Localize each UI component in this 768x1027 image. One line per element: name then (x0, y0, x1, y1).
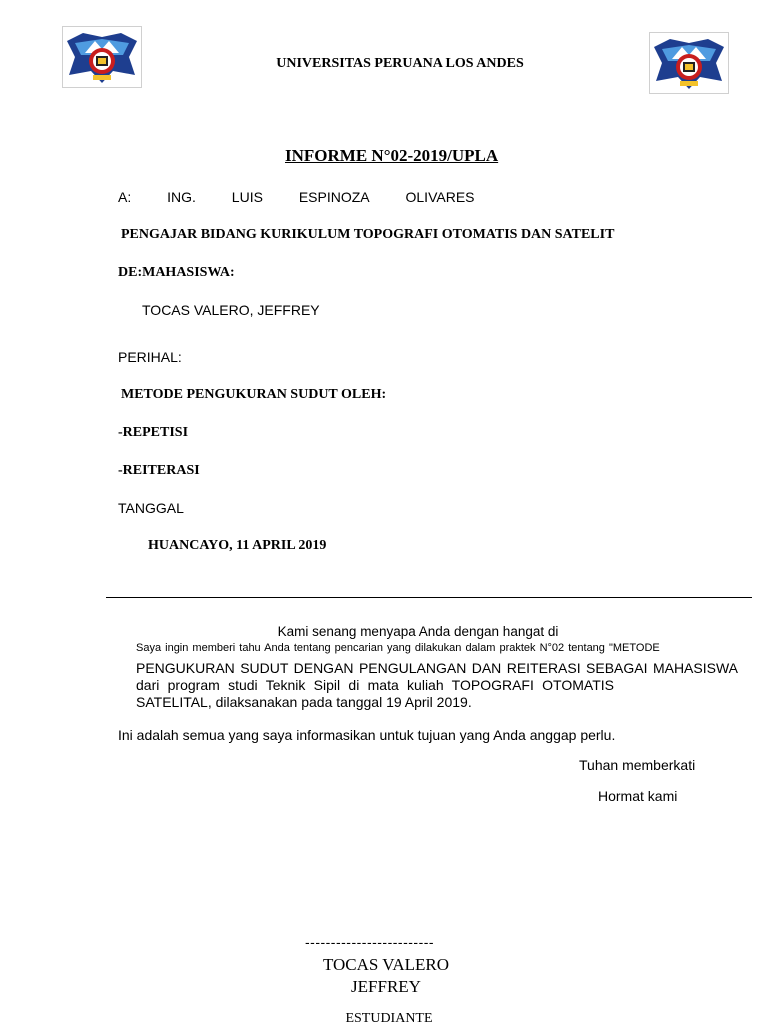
from-label: DE:MAHASISWA: (118, 265, 235, 280)
student-entry (142, 302, 320, 318)
student-name: TOCAS VALERO, JEFFREY (142, 302, 320, 318)
addressee-label: A: (118, 189, 132, 205)
signature-line: ------------------------- (305, 934, 435, 950)
addressee-line (118, 189, 493, 205)
addressee-surname-1: ESPINOZA (298, 189, 370, 205)
addressee-first-name: LUIS (231, 189, 263, 205)
section-divider (106, 597, 752, 598)
signature-name-2: JEFFREY (351, 977, 421, 996)
body-line-2: dari program studi Teknik Sipil di mata kuliah TOPOGRAFI OTOMATIS (136, 677, 614, 693)
body-intro-small: Saya ingin memberi tahu Anda tentang pencarian yang dilakukan dalam praktek N°02 tentang "METODE (136, 642, 660, 654)
regards: Hormat kami (598, 788, 678, 804)
closing-paragraph: Ini adalah semua yang saya informasikan untuk tujuan yang Anda anggap perlu. (118, 727, 616, 743)
date-label: TANGGAL (118, 500, 184, 516)
signature-name-1: TOCAS VALERO (322, 955, 450, 974)
body-line-3: SATELITAL, dilaksanakan pada tanggal 19 April 2019. (136, 694, 472, 710)
addressee-title: ING. (167, 189, 196, 205)
subject-title: METODE PENGUKURAN SUDUT OLEH: (121, 387, 387, 402)
subject-item-repetisi: -REPETISI (118, 425, 189, 440)
subject-item-reiterasi: -REITERASI (118, 463, 200, 478)
report-title: INFORME N°02-2019/UPLA (285, 146, 499, 165)
date-value: HUANCAYO, 11 APRIL 2019 (148, 538, 327, 553)
addressee-surname-2: OLIVARES (405, 189, 475, 205)
signature-role: ESTUDIANTE (345, 1011, 433, 1026)
addressee-role: PENGAJAR BIDANG KURIKULUM TOPOGRAFI OTOMATIS DAN SATELIT (121, 227, 615, 242)
blessing: Tuhan memberkati (579, 757, 696, 773)
greeting: Kami senang menyapa Anda dengan hangat di (277, 624, 559, 639)
university-name: UNIVERSITAS PERUANA LOS ANDES (276, 56, 524, 71)
subject-label: PERIHAL: (118, 349, 182, 365)
body-line-1: PENGUKURAN SUDUT DENGAN PENGULANGAN DAN REITERASI SEBAGAI MAHASISWA (136, 660, 738, 676)
